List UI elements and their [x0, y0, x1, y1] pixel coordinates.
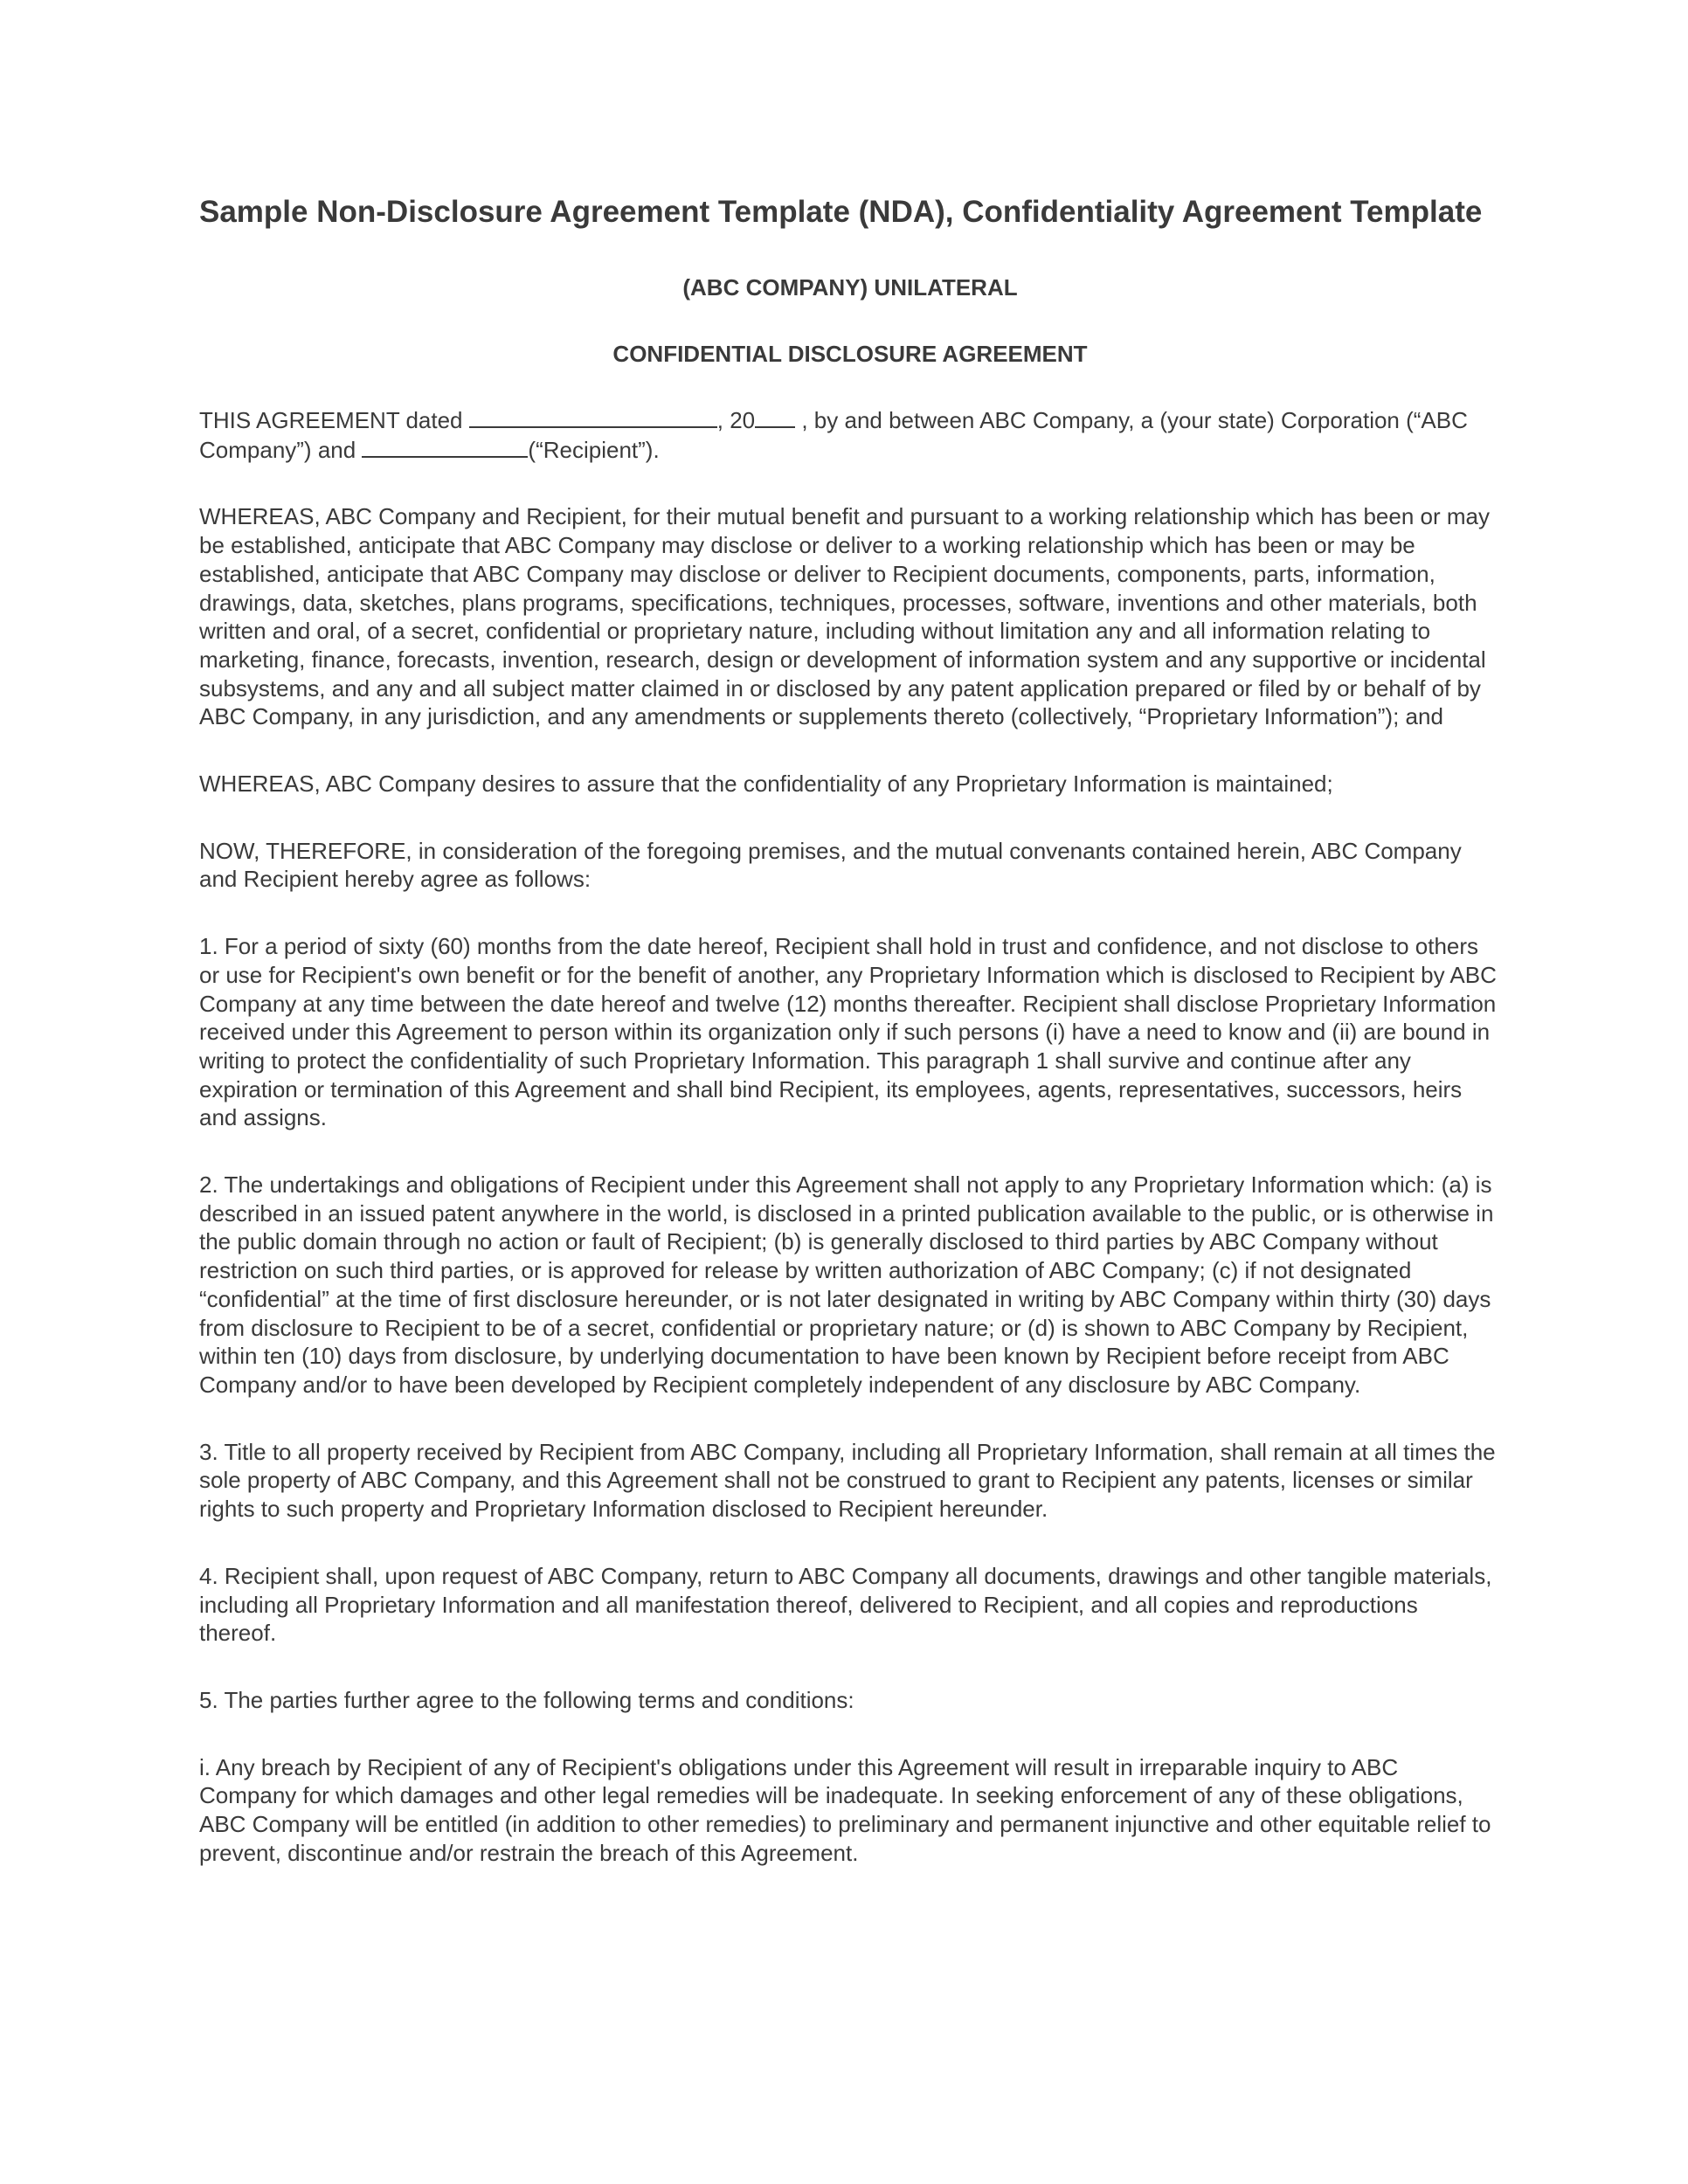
clause-1: 1. For a period of sixty (60) months from the date hereof, Recipient shall hold in trust and confidence, and not disclose to others or use for Recipient's own benefit or for the benefit of another, any Proprietary Information which is disclosed to Recipient by ABC Company at any time between the date hereof and twelve (12) months thereafter. Recipient shall disclose Proprietary Information received under this Agreement to person within its organization only if such persons (i) have a need to know and (ii) are bound in writing to protect the confidentiality of such Proprietary Information. This paragraph 1 shall survive and continue after any expiration or termination of this Agreement and shall bind Recipient, its employees, agents, representatives, successors, heirs and assigns.: [199, 933, 1497, 1131]
clause-5-i: i. Any breach by Recipient of any of Recipient's obligations under this Agreement will result in irreparable inquiry to ABC Company for which damages and other legal remedies will be inadequate. In seeking enforcement of any of these obligations, ABC Company will be entitled (in addition to other remedies) to preliminary and permanent injunctive and other equitable relief to prevent, discontinue and/or restrain the breach of this Agreement.: [199, 1753, 1491, 1866]
clause-2: 2. The undertakings and obligations of Recipient under this Agreement shall not apply to any Proprietary Information which: (a) is described in an issued patent anywhere in the world, is disclosed in a printed publication available to the public, or is otherwise in the public domain through no action or fault of Recipient; (b) is generally disclosed to third parties by ABC Company without restriction on such third parties, or is approved for release by written authorization of ABC Company; (c) if not designated “confidential” at the time of first disclosure hereunder, or is not later designated in writing by ABC Company within thirty (30) days from disclosure to Recipient to be of a secret, confidential or proprietary nature; or (d) is shown to ABC Company by Recipient, within ten (10) days from disclosure, by underlying documentation to have been known by Recipient before receipt from ABC Company and/or to have been developed by Recipient completely independent of any disclosure by ABC Company.: [199, 1171, 1494, 1398]
intro-text-1: THIS AGREEMENT dated: [199, 407, 469, 433]
whereas-paragraph-2: WHEREAS, ABC Company desires to assure that the confidentiality of any Proprietary Information is maintained;: [199, 771, 1333, 798]
whereas-paragraph-1: WHEREAS, ABC Company and Recipient, for their mutual benefit and pursuant to a working relationship which has been or may be established, anticipate that ABC Company may disclose or deliver to a working relationship which has been or may be established, anticipate that ABC Company may disclose or deliver to Recipient documents, components, parts, information, drawings, data, sketches, plans programs, specifications, techniques, processes, software, inventions and other materials, both written and oral, of a secret, confidential or proprietary nature, including without limitation any and all information relating to marketing, finance, forecasts, invention, research, design or development of information system and any supportive or incidental subsystems, and any and all subject matter claimed in or disclosed by any patent application prepared or filed by or behalf of by ABC Company, in any jurisdiction, and any amendments or supplements thereto (collectively, “Proprietary Information”); and: [199, 503, 1490, 730]
intro-text-4: (“Recipient”).: [528, 436, 660, 463]
clause-4: 4. Recipient shall, upon request of ABC Company, return to ABC Company all documents, drawings and other tangible materials, including all Proprietary Information and all manifestation thereof, delivered to Recipient, and all copies and reproductions thereof.: [199, 1562, 1492, 1647]
clause-5: 5. The parties further agree to the following terms and conditions:: [199, 1686, 854, 1713]
now-therefore-paragraph: NOW, THEREFORE, in consideration of the foregoing premises, and the mutual convenants contained herein, ABC Company and Recipient hereby agree as follows:: [199, 837, 1462, 893]
agreement-intro: [199, 405, 1501, 464]
document-page: [199, 194, 1501, 1905]
heading-confidential-disclosure: CONFIDENTIAL DISCLOSURE AGREEMENT: [612, 341, 1088, 367]
recipient-blank-line: [362, 435, 528, 458]
intro-text-3: , by and between ABC Company, a (your state) Corporation (“ABC Company”) and: [199, 407, 1468, 463]
intro-text-2: , 20: [716, 407, 756, 433]
document-title: Sample Non-Disclosure Agreement Template (NDA), Confidentiality Agreement Template: [199, 195, 1483, 229]
clause-3: 3. Title to all property received by Recipient from ABC Company, including all Proprietary Information, shall remain at all times the sole property of ABC Company, and this Agreement shall not be construed to grant to Recipient any patents, licenses or similar rights to such property and Proprietary Information disclosed to Recipient hereunder.: [199, 1438, 1496, 1523]
year-blank-line: [755, 405, 795, 428]
heading-unilateral: (ABC COMPANY) UNILATERAL: [682, 274, 1018, 301]
date-blank-line: [469, 405, 717, 428]
